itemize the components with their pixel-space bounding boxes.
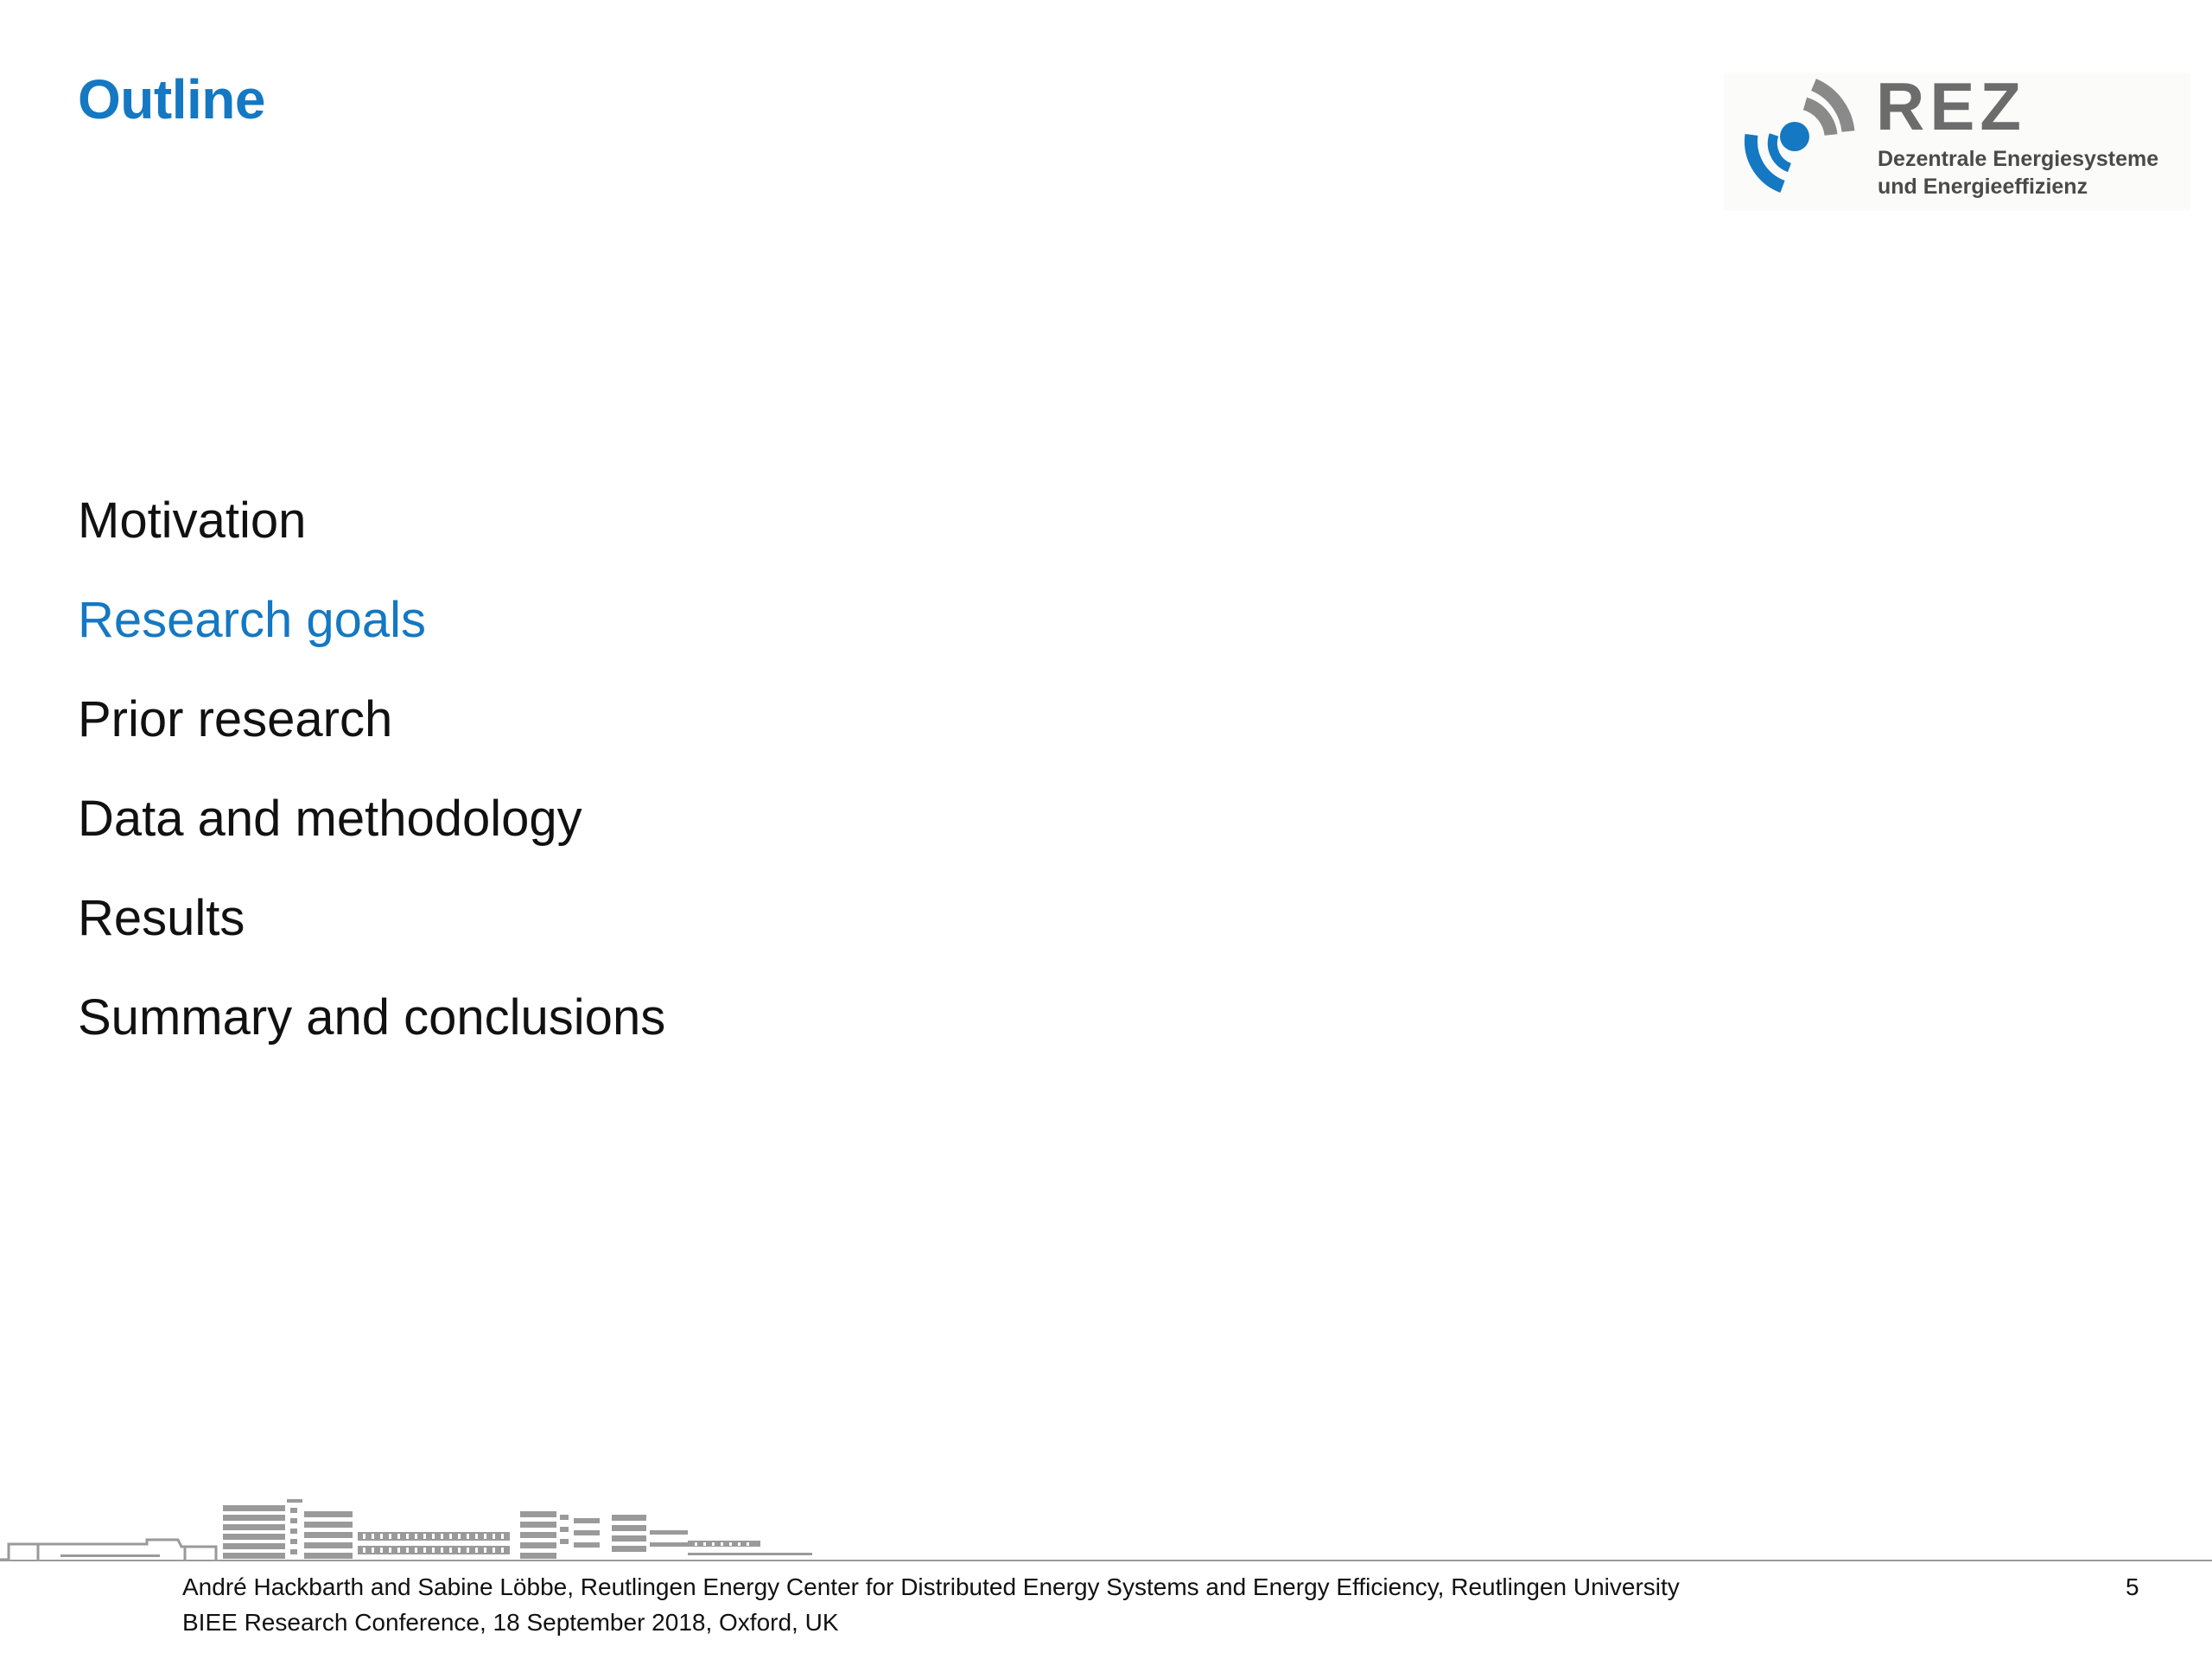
campus-skyline-graphic [0,1499,830,1564]
slide-title: Outline [78,68,265,130]
logo-subtitle-line-1: Dezentrale Energiesysteme [1878,147,2159,171]
rez-logo-mark-icon [1731,78,1860,199]
agenda-item-research-goals: Research goals [78,592,426,648]
agenda-item-results: Results [78,890,245,946]
agenda-item-data-and-methodology: Data and methodology [78,791,582,847]
footer-authors: André Hackbarth and Sabine Löbbe, Reutlingen Energy Center for Distributed Energy Systems and Energy Efficiency, Reutlingen University [182,1573,1680,1600]
agenda-item-prior-research: Prior research [78,691,393,747]
agenda-item-summary-and-conclusions: Summary and conclusions [78,989,666,1046]
footer-conference: BIEE Research Conference, 18 September 2018, Oxford, UK [182,1609,839,1636]
footer-divider [0,1560,2212,1561]
page-number: 5 [2126,1573,2139,1600]
agenda-item-motivation: Motivation [78,493,307,549]
logo-subtitle-line-2: und Energieeffizienz [1878,175,2088,199]
logo-name: REZ [1876,68,2026,144]
rez-logo [1724,68,2190,211]
agenda-list [78,488,665,1084]
